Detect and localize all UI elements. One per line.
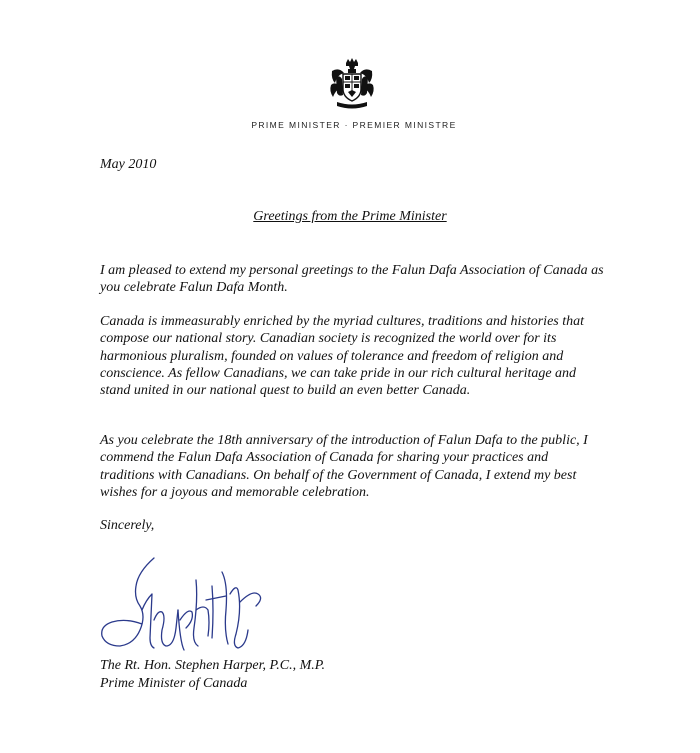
office-title: PRIME MINISTER · PREMIER MINISTRE <box>251 120 457 130</box>
signer-title: Prime Minister of Canada <box>100 676 248 691</box>
letter-heading: Greetings from the Prime Minister <box>253 209 447 224</box>
letter-date: May 2010 <box>100 157 157 172</box>
coat-of-arms-icon <box>329 57 375 111</box>
signer-name: The Rt. Hon. Stephen Harper, P.C., M.P. <box>100 658 326 673</box>
paragraph-greeting: I am pleased to extend my personal greetings to the Falun Dafa Association of Canada as you celebrate Falun Dafa Month. <box>100 263 604 296</box>
signature-icon <box>96 550 276 655</box>
closing: Sincerely, <box>100 518 155 533</box>
paragraph-anniversary: As you celebrate the 18th anniversary of the introduction of Falun Dafa to the public, I commend the Falun Dafa Association of Canada for sharing your practices and traditions with Canadians. On behalf of the Government of Canada, I extend my best wishes for a joyous and memorable celebration. <box>100 433 588 500</box>
paragraph-canada: Canada is immeasurably enriched by the myriad cultures, traditions and histories that compose our national story. Canadian society is recognized the world over for its harmonious pluralism, founded on values of tolerance and freedom of religion and conscience. As fellow Canadians, we can take pride in our rich cultural heritage and stand united in our national quest to build an even better Canada. <box>100 314 585 399</box>
